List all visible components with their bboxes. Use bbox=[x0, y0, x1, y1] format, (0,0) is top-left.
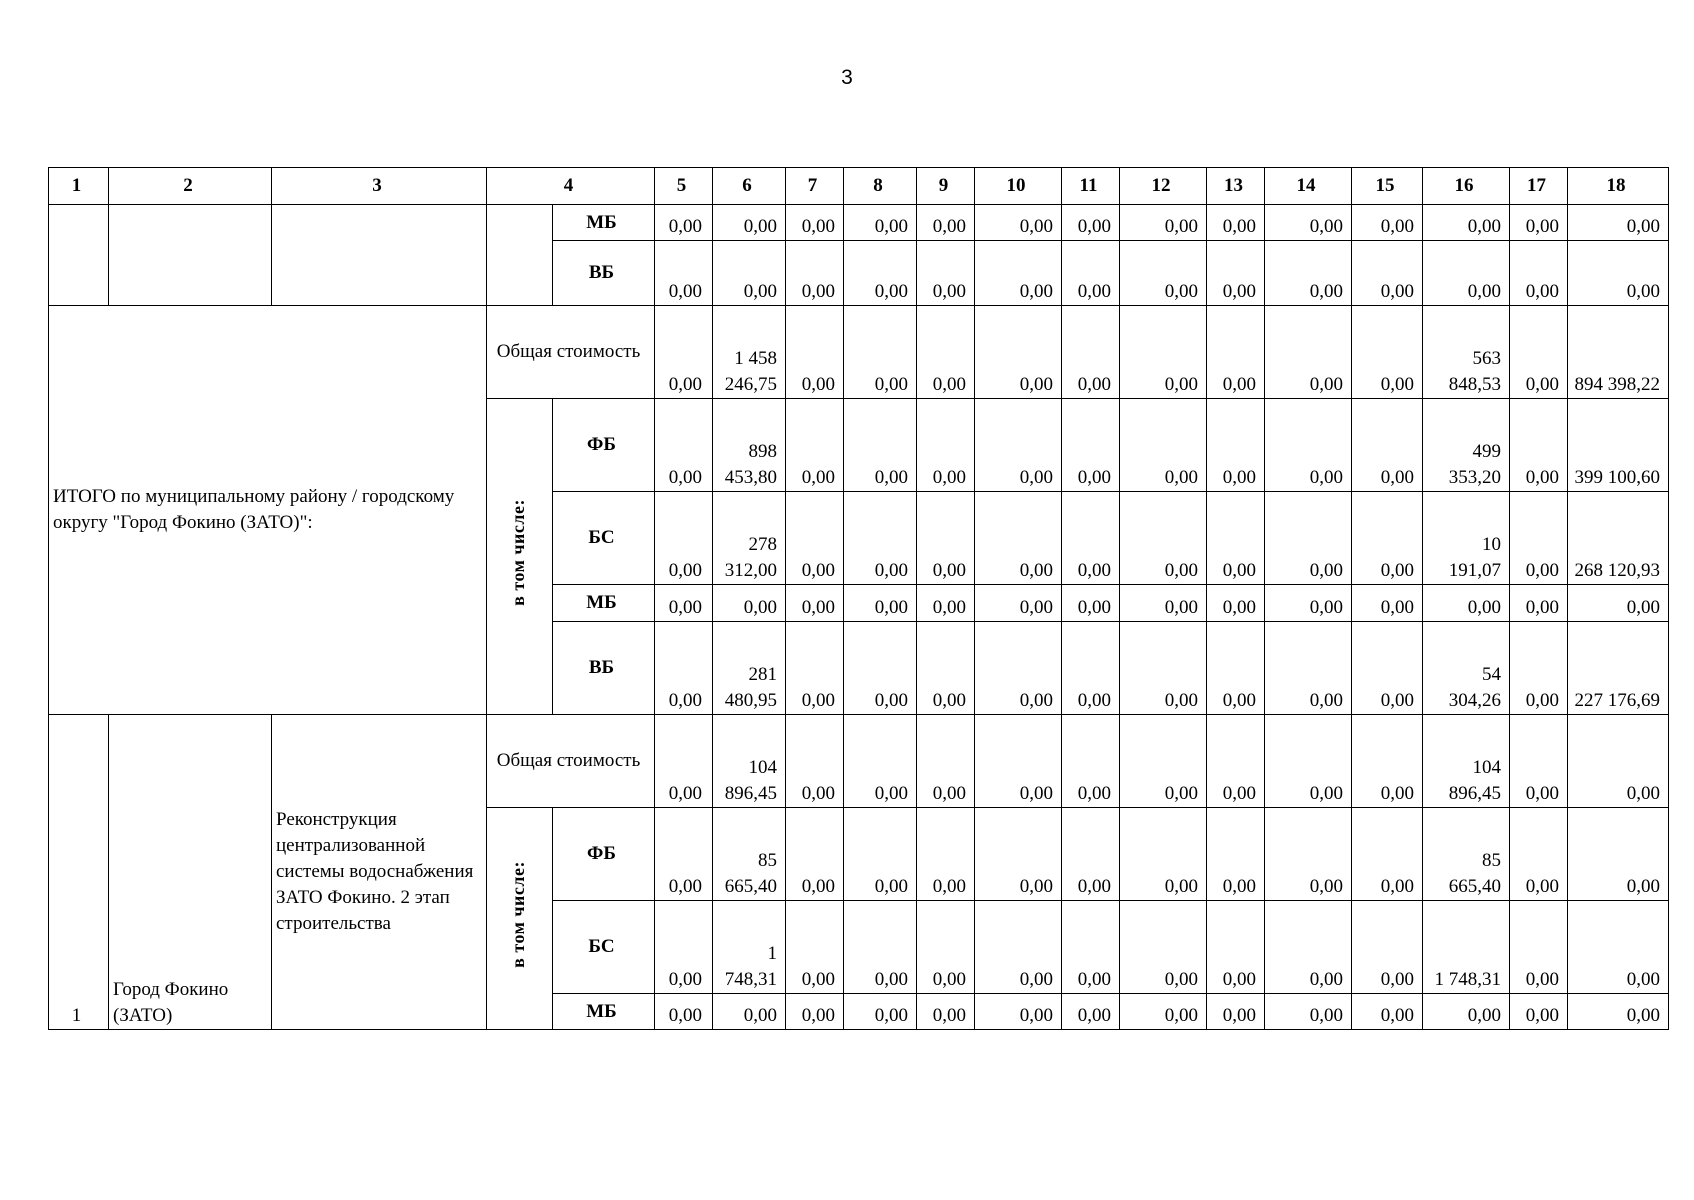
col-header-17: 17 bbox=[1510, 168, 1568, 205]
value-cell-col-7: 0,00 bbox=[786, 306, 844, 399]
value-cell-col-7: 0,00 bbox=[786, 585, 844, 622]
value-cell-col-16: 104 896,45 bbox=[1423, 715, 1510, 808]
value-cell-col-6: 0,00 bbox=[713, 241, 786, 306]
value-cell-col-10: 0,00 bbox=[975, 622, 1062, 715]
value-cell-col-17: 0,00 bbox=[1510, 399, 1568, 492]
value-cell-col-8: 0,00 bbox=[844, 492, 917, 585]
value-cell-col-6: 1 748,31 bbox=[713, 901, 786, 994]
value-cell-col-10: 0,00 bbox=[975, 585, 1062, 622]
col-header-15: 15 bbox=[1352, 168, 1423, 205]
value-cell-col-12: 0,00 bbox=[1120, 205, 1207, 241]
value-cell-col-9: 0,00 bbox=[917, 808, 975, 901]
col-header-6: 6 bbox=[713, 168, 786, 205]
value-cell-col-15: 0,00 bbox=[1352, 808, 1423, 901]
value-cell-col-13: 0,00 bbox=[1207, 399, 1265, 492]
value-cell-col-13: 0,00 bbox=[1207, 306, 1265, 399]
value-cell-col-16: 0,00 bbox=[1423, 585, 1510, 622]
value-cell-col-16: 1 748,31 bbox=[1423, 901, 1510, 994]
value-cell-col-6: 104 896,45 bbox=[713, 715, 786, 808]
including-label: в том числе: bbox=[487, 399, 553, 715]
value-cell-col-10: 0,00 bbox=[975, 715, 1062, 808]
value-cell-col-11: 0,00 bbox=[1062, 306, 1120, 399]
value-cell-col-18: 0,00 bbox=[1568, 901, 1669, 994]
table-row bbox=[49, 715, 1669, 808]
value-cell-col-9: 0,00 bbox=[917, 585, 975, 622]
value-cell-col-16: 563 848,53 bbox=[1423, 306, 1510, 399]
value-cell-col-7: 0,00 bbox=[786, 715, 844, 808]
value-cell-col-18: 268 120,93 bbox=[1568, 492, 1669, 585]
total-title: ИТОГО по муниципальному району / городскому округу "Город Фокино (ЗАТО)": bbox=[49, 306, 487, 715]
value-cell-col-15: 0,00 bbox=[1352, 241, 1423, 306]
value-cell-col-13: 0,00 bbox=[1207, 994, 1265, 1030]
value-cell-col-6: 898 453,80 bbox=[713, 399, 786, 492]
value-cell-col-14: 0,00 bbox=[1265, 205, 1352, 241]
value-cell-col-13: 0,00 bbox=[1207, 901, 1265, 994]
source-label-mb: МБ bbox=[553, 994, 655, 1030]
col-header-2: 2 bbox=[109, 168, 272, 205]
value-cell-col-12: 0,00 bbox=[1120, 622, 1207, 715]
value-cell-col-11: 0,00 bbox=[1062, 994, 1120, 1030]
value-cell-col-13: 0,00 bbox=[1207, 241, 1265, 306]
value-cell-col-10: 0,00 bbox=[975, 205, 1062, 241]
value-cell-col-16: 54 304,26 bbox=[1423, 622, 1510, 715]
value-cell-col-5: 0,00 bbox=[655, 205, 713, 241]
header-row bbox=[49, 168, 1669, 205]
value-cell-col-17: 0,00 bbox=[1510, 585, 1568, 622]
project-index: 1 bbox=[49, 715, 109, 1030]
value-cell-col-13: 0,00 bbox=[1207, 585, 1265, 622]
value-cell-col-5: 0,00 bbox=[655, 399, 713, 492]
value-cell-col-6: 1 458 246,75 bbox=[713, 306, 786, 399]
value-cell-col-11: 0,00 bbox=[1062, 205, 1120, 241]
value-cell-col-5: 0,00 bbox=[655, 492, 713, 585]
value-cell-col-5: 0,00 bbox=[655, 622, 713, 715]
value-cell-col-13: 0,00 bbox=[1207, 205, 1265, 241]
value-cell-col-16: 85 665,40 bbox=[1423, 808, 1510, 901]
table-row bbox=[49, 205, 1669, 241]
value-cell-col-14: 0,00 bbox=[1265, 715, 1352, 808]
value-cell-col-11: 0,00 bbox=[1062, 585, 1120, 622]
value-cell-col-14: 0,00 bbox=[1265, 241, 1352, 306]
value-cell-col-14: 0,00 bbox=[1265, 399, 1352, 492]
col-header-3: 3 bbox=[272, 168, 487, 205]
value-cell-col-5: 0,00 bbox=[655, 241, 713, 306]
value-cell-col-8: 0,00 bbox=[844, 585, 917, 622]
value-cell-col-5: 0,00 bbox=[655, 808, 713, 901]
value-cell-col-8: 0,00 bbox=[844, 205, 917, 241]
value-cell-col-18: 0,00 bbox=[1568, 994, 1669, 1030]
source-label-vb: ВБ bbox=[553, 622, 655, 715]
project-name: Реконструкция централизованной системы водоснабжения ЗАТО Фокино. 2 этап строительства bbox=[272, 715, 487, 1030]
value-cell-col-12: 0,00 bbox=[1120, 585, 1207, 622]
value-cell-col-15: 0,00 bbox=[1352, 585, 1423, 622]
value-cell-col-13: 0,00 bbox=[1207, 492, 1265, 585]
value-cell-col-6: 0,00 bbox=[713, 205, 786, 241]
value-cell-col-18: 0,00 bbox=[1568, 241, 1669, 306]
col-header-11: 11 bbox=[1062, 168, 1120, 205]
value-cell-col-18: 399 100,60 bbox=[1568, 399, 1669, 492]
value-cell-col-18: 0,00 bbox=[1568, 205, 1669, 241]
source-label-fb: ФБ bbox=[553, 399, 655, 492]
value-cell-col-7: 0,00 bbox=[786, 205, 844, 241]
value-cell-col-17: 0,00 bbox=[1510, 622, 1568, 715]
value-cell-col-6: 85 665,40 bbox=[713, 808, 786, 901]
value-cell-col-5: 0,00 bbox=[655, 585, 713, 622]
project-area: Город Фокино (ЗАТО) bbox=[109, 715, 272, 1030]
col-header-12: 12 bbox=[1120, 168, 1207, 205]
col-header-9: 9 bbox=[917, 168, 975, 205]
col-header-16: 16 bbox=[1423, 168, 1510, 205]
col-header-13: 13 bbox=[1207, 168, 1265, 205]
value-cell-col-8: 0,00 bbox=[844, 622, 917, 715]
value-cell-col-15: 0,00 bbox=[1352, 399, 1423, 492]
total-cost-label: Общая стоимость bbox=[487, 715, 655, 808]
value-cell-col-16: 499 353,20 bbox=[1423, 399, 1510, 492]
value-cell-col-11: 0,00 bbox=[1062, 241, 1120, 306]
value-cell-col-15: 0,00 bbox=[1352, 901, 1423, 994]
value-cell-col-13: 0,00 bbox=[1207, 622, 1265, 715]
project-cell bbox=[272, 205, 487, 306]
col-header-14: 14 bbox=[1265, 168, 1352, 205]
value-cell-col-15: 0,00 bbox=[1352, 205, 1423, 241]
value-cell-col-5: 0,00 bbox=[655, 901, 713, 994]
value-cell-col-18: 0,00 bbox=[1568, 808, 1669, 901]
col-header-18: 18 bbox=[1568, 168, 1669, 205]
value-cell-col-14: 0,00 bbox=[1265, 585, 1352, 622]
value-cell-col-16: 0,00 bbox=[1423, 205, 1510, 241]
value-cell-col-12: 0,00 bbox=[1120, 901, 1207, 994]
value-cell-col-10: 0,00 bbox=[975, 306, 1062, 399]
value-cell-col-7: 0,00 bbox=[786, 994, 844, 1030]
value-cell-col-14: 0,00 bbox=[1265, 306, 1352, 399]
value-cell-col-9: 0,00 bbox=[917, 306, 975, 399]
value-cell-col-12: 0,00 bbox=[1120, 241, 1207, 306]
table-row bbox=[49, 306, 1669, 399]
page-number: 3 bbox=[841, 66, 853, 89]
value-cell-col-16: 0,00 bbox=[1423, 241, 1510, 306]
value-cell-col-9: 0,00 bbox=[917, 399, 975, 492]
value-cell-col-16: 0,00 bbox=[1423, 994, 1510, 1030]
including-label: в том числе: bbox=[487, 808, 553, 1030]
value-cell-col-8: 0,00 bbox=[844, 994, 917, 1030]
value-cell-col-8: 0,00 bbox=[844, 306, 917, 399]
value-cell-col-17: 0,00 bbox=[1510, 901, 1568, 994]
value-cell-col-8: 0,00 bbox=[844, 901, 917, 994]
value-cell-col-7: 0,00 bbox=[786, 622, 844, 715]
value-cell-col-5: 0,00 bbox=[655, 306, 713, 399]
value-cell-col-8: 0,00 bbox=[844, 399, 917, 492]
col-header-5: 5 bbox=[655, 168, 713, 205]
value-cell-col-18: 0,00 bbox=[1568, 585, 1669, 622]
value-cell-col-12: 0,00 bbox=[1120, 492, 1207, 585]
value-cell-col-7: 0,00 bbox=[786, 901, 844, 994]
value-cell-col-11: 0,00 bbox=[1062, 901, 1120, 994]
value-cell-col-9: 0,00 bbox=[917, 715, 975, 808]
value-cell-col-15: 0,00 bbox=[1352, 715, 1423, 808]
value-cell-col-11: 0,00 bbox=[1062, 492, 1120, 585]
value-cell-col-10: 0,00 bbox=[975, 399, 1062, 492]
value-cell-col-7: 0,00 bbox=[786, 241, 844, 306]
value-cell-col-17: 0,00 bbox=[1510, 715, 1568, 808]
value-cell-col-6: 0,00 bbox=[713, 994, 786, 1030]
value-cell-col-14: 0,00 bbox=[1265, 808, 1352, 901]
area-cell bbox=[109, 205, 272, 306]
value-cell-col-13: 0,00 bbox=[1207, 808, 1265, 901]
value-cell-col-14: 0,00 bbox=[1265, 492, 1352, 585]
value-cell-col-18: 0,00 bbox=[1568, 715, 1669, 808]
value-cell-col-12: 0,00 bbox=[1120, 306, 1207, 399]
value-cell-col-5: 0,00 bbox=[655, 994, 713, 1030]
total-cost-label: Общая стоимость bbox=[487, 306, 655, 399]
source-label-mb: МБ bbox=[553, 205, 655, 241]
value-cell-col-14: 0,00 bbox=[1265, 901, 1352, 994]
value-cell-col-18: 227 176,69 bbox=[1568, 622, 1669, 715]
value-cell-col-12: 0,00 bbox=[1120, 399, 1207, 492]
value-cell-col-9: 0,00 bbox=[917, 901, 975, 994]
value-cell-col-10: 0,00 bbox=[975, 994, 1062, 1030]
value-cell-col-17: 0,00 bbox=[1510, 808, 1568, 901]
value-cell-col-11: 0,00 bbox=[1062, 808, 1120, 901]
value-cell-col-6: 278 312,00 bbox=[713, 492, 786, 585]
value-cell-col-7: 0,00 bbox=[786, 808, 844, 901]
col-header-4: 4 bbox=[487, 168, 655, 205]
col-header-10: 10 bbox=[975, 168, 1062, 205]
index-cell bbox=[49, 205, 109, 306]
value-cell-col-13: 0,00 bbox=[1207, 715, 1265, 808]
value-cell-col-5: 0,00 bbox=[655, 715, 713, 808]
value-cell-col-14: 0,00 bbox=[1265, 622, 1352, 715]
value-cell-col-15: 0,00 bbox=[1352, 994, 1423, 1030]
value-cell-col-9: 0,00 bbox=[917, 205, 975, 241]
value-cell-col-10: 0,00 bbox=[975, 808, 1062, 901]
value-cell-col-9: 0,00 bbox=[917, 241, 975, 306]
value-cell-col-10: 0,00 bbox=[975, 901, 1062, 994]
col-header-8: 8 bbox=[844, 168, 917, 205]
source-label-bs: БС bbox=[553, 901, 655, 994]
value-cell-col-6: 0,00 bbox=[713, 585, 786, 622]
value-cell-col-11: 0,00 bbox=[1062, 399, 1120, 492]
source-label-fb: ФБ bbox=[553, 808, 655, 901]
value-cell-col-15: 0,00 bbox=[1352, 622, 1423, 715]
value-cell-col-17: 0,00 bbox=[1510, 306, 1568, 399]
value-cell-col-18: 894 398,22 bbox=[1568, 306, 1669, 399]
value-cell-col-6: 281 480,95 bbox=[713, 622, 786, 715]
value-cell-col-15: 0,00 bbox=[1352, 306, 1423, 399]
value-cell-col-17: 0,00 bbox=[1510, 994, 1568, 1030]
value-cell-col-11: 0,00 bbox=[1062, 715, 1120, 808]
financing-table bbox=[48, 167, 1669, 1030]
value-cell-col-12: 0,00 bbox=[1120, 994, 1207, 1030]
value-cell-col-14: 0,00 bbox=[1265, 994, 1352, 1030]
value-cell-col-16: 10 191,07 bbox=[1423, 492, 1510, 585]
value-cell-col-12: 0,00 bbox=[1120, 808, 1207, 901]
source-label-bs: БС bbox=[553, 492, 655, 585]
value-cell-col-7: 0,00 bbox=[786, 399, 844, 492]
value-cell-col-8: 0,00 bbox=[844, 808, 917, 901]
subgroup-cell bbox=[487, 205, 553, 306]
value-cell-col-10: 0,00 bbox=[975, 241, 1062, 306]
value-cell-col-9: 0,00 bbox=[917, 994, 975, 1030]
source-label-vb: ВБ bbox=[553, 241, 655, 306]
value-cell-col-9: 0,00 bbox=[917, 492, 975, 585]
col-header-1: 1 bbox=[49, 168, 109, 205]
value-cell-col-11: 0,00 bbox=[1062, 622, 1120, 715]
value-cell-col-9: 0,00 bbox=[917, 622, 975, 715]
value-cell-col-17: 0,00 bbox=[1510, 205, 1568, 241]
col-header-7: 7 bbox=[786, 168, 844, 205]
value-cell-col-7: 0,00 bbox=[786, 492, 844, 585]
source-label-mb: МБ bbox=[553, 585, 655, 622]
value-cell-col-8: 0,00 bbox=[844, 715, 917, 808]
value-cell-col-8: 0,00 bbox=[844, 241, 917, 306]
value-cell-col-17: 0,00 bbox=[1510, 492, 1568, 585]
value-cell-col-10: 0,00 bbox=[975, 492, 1062, 585]
value-cell-col-12: 0,00 bbox=[1120, 715, 1207, 808]
value-cell-col-15: 0,00 bbox=[1352, 492, 1423, 585]
value-cell-col-17: 0,00 bbox=[1510, 241, 1568, 306]
